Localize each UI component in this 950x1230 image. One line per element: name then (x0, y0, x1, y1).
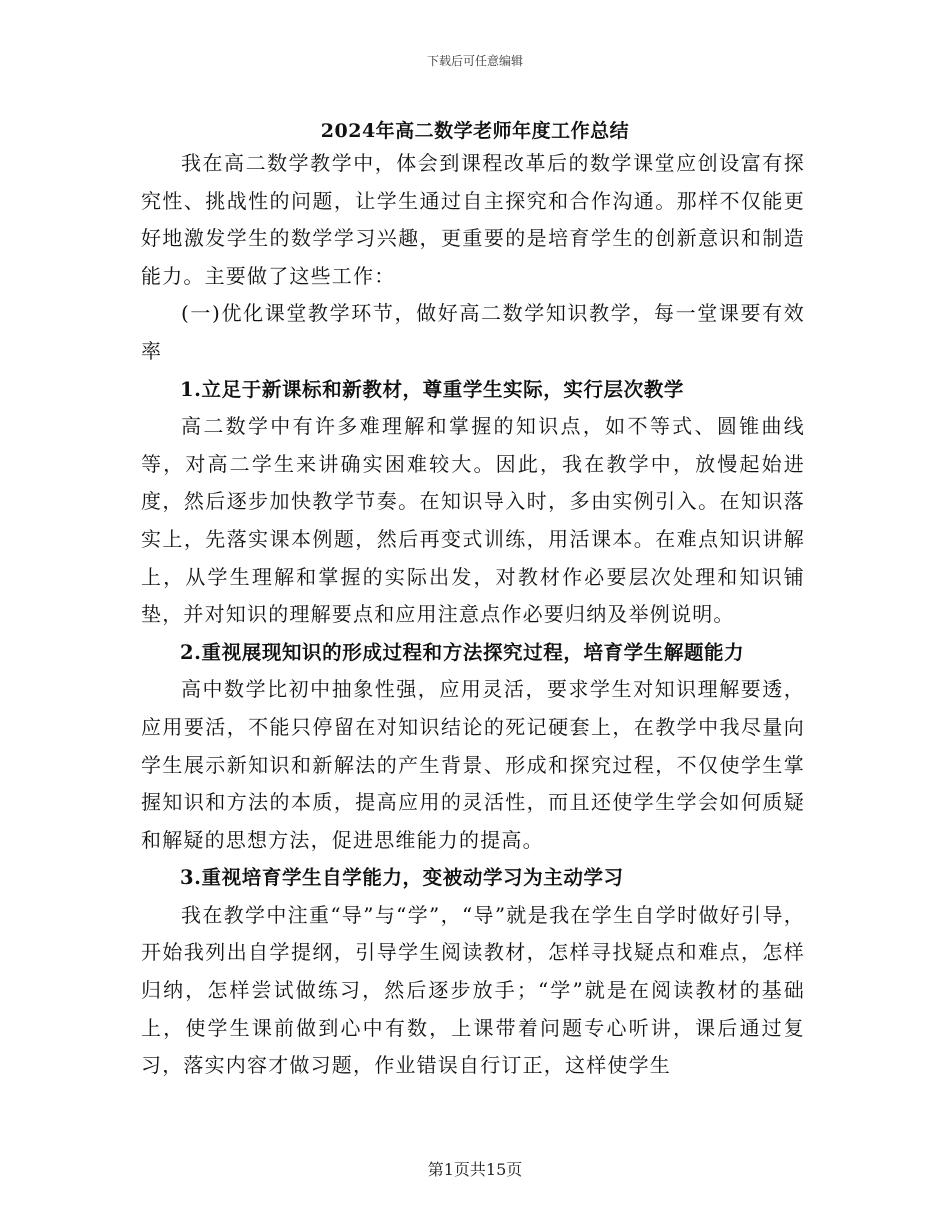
section-heading-1: (一)优化课堂教学环节，做好高二数学知识教学，每一堂课要有效率 (141, 301, 805, 363)
document-body (141, 145, 805, 1085)
page-footer: 第1页共15页 (427, 1160, 523, 1179)
body-paragraph-3: 我在教学中注重“导”与“学”，“导”就是我在学生自学时做好引导，开始我列出自学提纲，引导学生阅读教材，怎样寻找疑点和难点，怎样归纳，怎样尝试做练习，然后逐步放手；“学”就是在阅读教材的基础上，使学生课前做到心中有数，上课带着问题专心听讲，课后通过复习，落实内容才做习题，作业错误自行订正，这样使学生 (141, 902, 805, 1078)
header-note: 下载后可任意编辑 (426, 54, 523, 68)
subheading-1: 1.立足于新课标和新教材，尊重学生实际，实行层次教学 (180, 377, 684, 401)
subheading-3: 3.重视培育学生自学能力，变被动学习为主动学习 (180, 866, 624, 890)
body-paragraph-2: 高中数学比初中抽象性强，应用灵活，要求学生对知识理解要透，应用要活，不能只停留在对知识结论的死记硬套上，在教学中我尽量向学生展示新知识和新解法的产生背景、形成和探究过程，不仅使学生掌握知识和方法的本质，提高应用的灵活性，而且还使学生学会如何质疑和解疑的思想方法，促进思维能力的提高。 (141, 677, 805, 852)
body-paragraph-1: 高二数学中有许多难理解和掌握的知识点，如不等式、圆锥曲线等，对高二学生来讲确实困难较大。因此，我在教学中，放慢起始进度，然后逐步加快教学节奏。在知识导入时，多由实例引入。在知识落实上，先落实课本例题，然后再变式训练，用活课本。在难点知识讲解上，从学生理解和掌握的实际出发，对教材作必要层次处理和知识铺垫，并对知识的理解要点和应用注意点作必要归纳及举例说明。 (141, 414, 805, 627)
document-title: 2024年高二数学老师年度工作总结 (320, 120, 630, 142)
subheading-2: 2.重视展现知识的形成过程和方法探究过程，培育学生解题能力 (180, 640, 745, 664)
intro-paragraph: 我在高二数学教学中，体会到课程改革后的数学课堂应创设富有探究性、挑战性的问题，让学生通过自主探究和合作沟通。那样不仅能更好地激发学生的数学学习兴趣，更重要的是培育学生的创新意识和制造能力。主要做了这些工作： (141, 151, 805, 288)
